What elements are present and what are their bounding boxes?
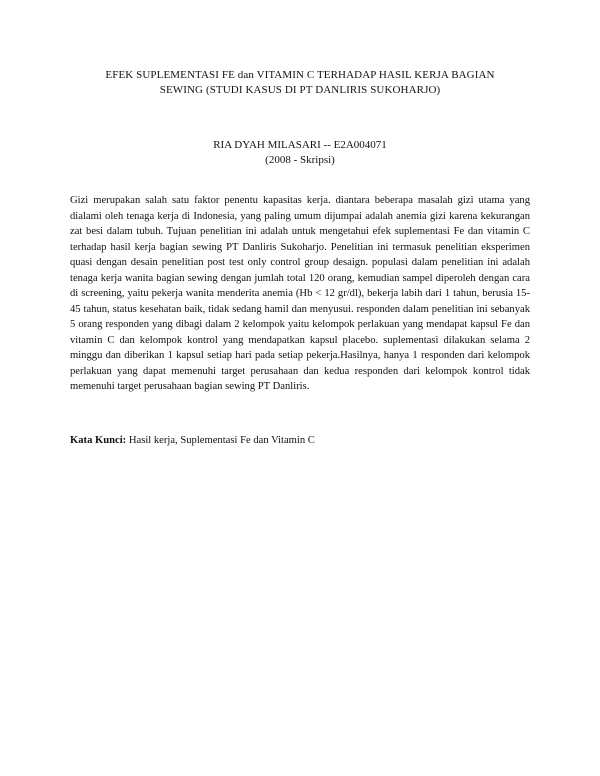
title-line-1: EFEK SUPLEMENTASI FE dan VITAMIN C TERHADAP HASIL KERJA BAGIAN — [105, 69, 495, 81]
title-line-2: SEWING (STUDI KASUS DI PT DANLIRIS SUKOHARJO) — [159, 84, 441, 96]
keywords-value: Hasil kerja, Suplementasi Fe dan Vitamin C — [128, 435, 315, 446]
author-block — [100, 138, 500, 168]
keywords — [70, 433, 530, 448]
keywords-label: Kata Kunci: — [70, 435, 127, 446]
author-name: RIA DYAH MILASARI -- E2A004071 — [213, 139, 387, 151]
abstract-text: Gizi merupakan salah satu faktor penentu kapasitas kerja. diantara beberapa masalah gizi utama yang dialami oleh tenaga kerja di Indonesia, yang paling umum dijumpai adalah anemia gizi karena kekurangan zat besi dalam tubuh. Tujuan penelitian ini adalah untuk mengetahui efek suplementasi Fe dan vitamin C terhadap hasil kerja bagian sewing PT Danliris Sukoharjo. Penelitian ini termasuk penelitian eksperimen quasi dengan desain penelitian post test only control group desaign. populasi dalam penelitian ini adalah tenaga kerja wanita bagian sewing dengan jumlah total 120 orang, kemudian sampel diperoleh dengan cara di screening, yaitu pekerja wanita menderita anemia (Hb < 12 gr/dl), bekerja labih dari 1 tahun, berusia 15-45 tahun, status kesehatan baik, tidak sedang hamil dan menyusui. responden dalam penelitian ini sebanyak 5 orang responden yang dibagi dalam 2 kelompok yaitu kelompok perlakuan yang mendapat kapsul Fe dan vitamin C dan kelompok kontrol yang mendapatkan kapsul placebo. suplementasi dilakukan selama 2 minggu dan diberikan 1 kapsul setiap hari pada setiap pekerja.Hasilnya, hanya 1 responden dari kelompok perlakuan yang dapat memenuhi target perusahaan dan kedua responden dari kelompok kontrol tidak memenuhi target perusahaan bagian sewing PT Danliris. — [70, 195, 530, 392]
year-type: (2008 - Skripsi) — [265, 154, 335, 166]
document-title — [60, 68, 540, 98]
